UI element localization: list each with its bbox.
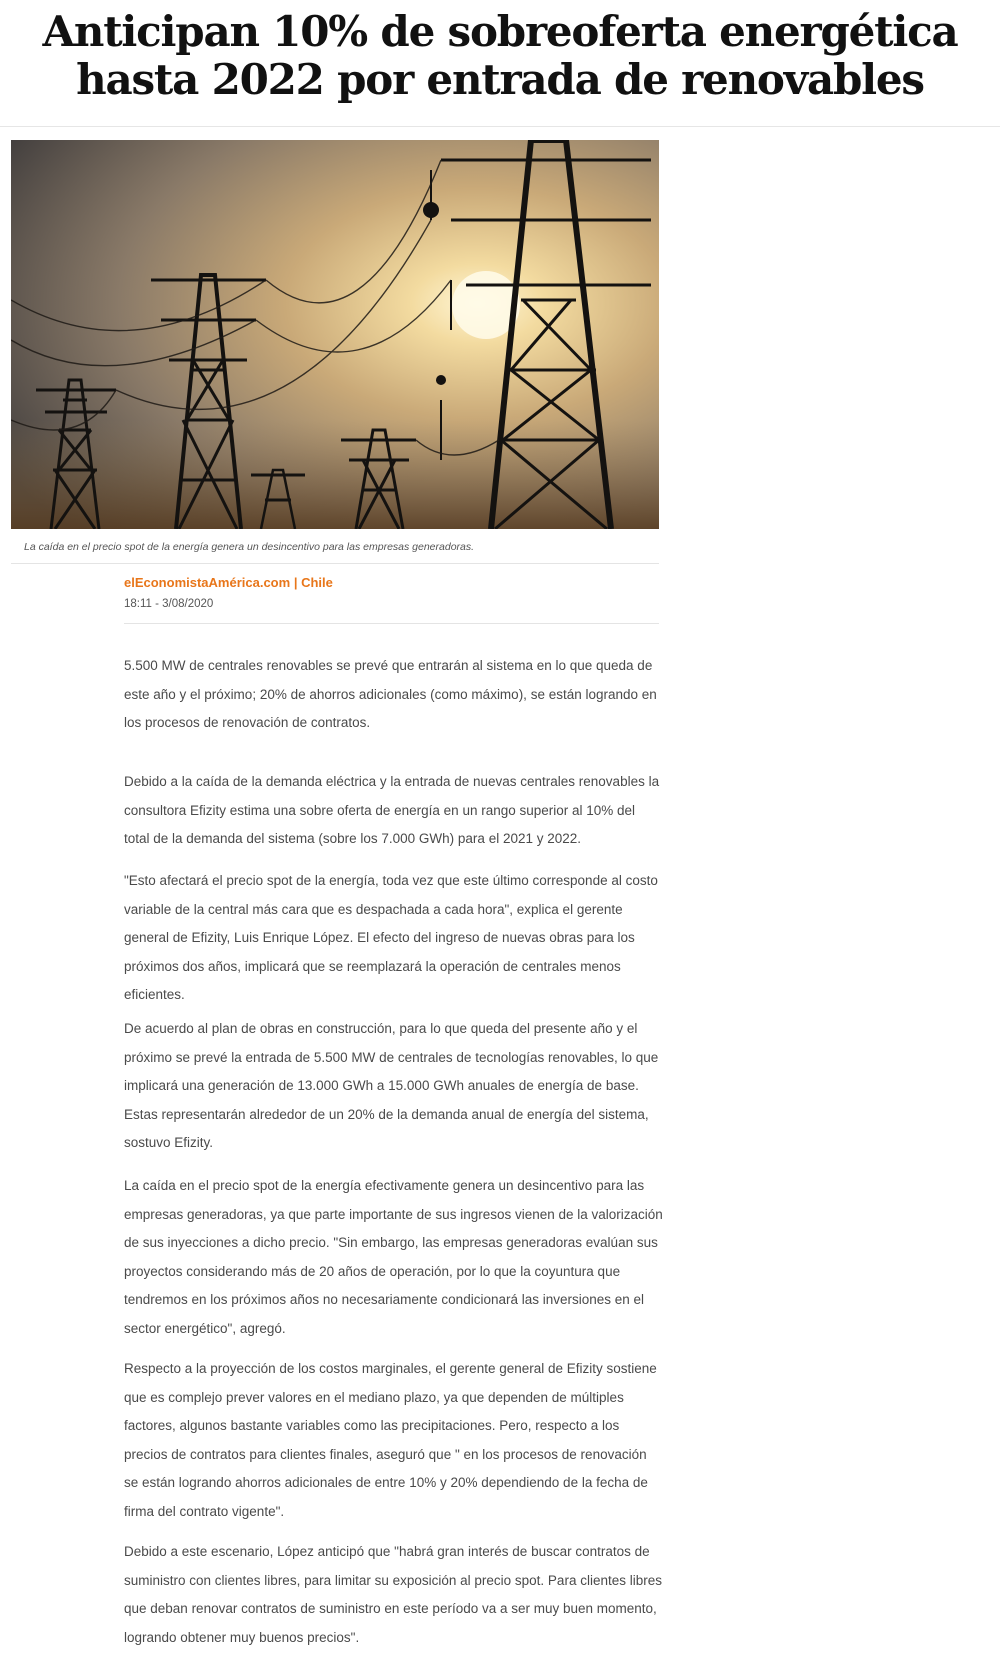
article-paragraph: De acuerdo al plan de obras en construcción, para lo que queda del presente año y el próximo se prevé la entrada de 5.500 MW de centrales de tecnologías renovables, lo que implicará una generación de 13.000 GWh a 15.000 GWh anuales de energía de base. Estas representarán alrededor de un 20% de la demanda anual de energía del sistema, sostuvo Efizity. — [124, 1021, 659, 1150]
article-paragraph: La caída en el precio spot de la energía efectivamente genera un desincentivo para las empresas generadoras, ya que parte importante de sus ingresos vienen de la valorización de sus inyecciones a dicho precio. "Sin embargo, las empresas generadoras evalúan sus proyectos considerando más de 20 años de operación, por lo que la coyuntura que tendremos en los próximos años no necesariamente condicionará las inversiones en el sector energético", agregó. — [124, 1178, 663, 1336]
byline-divider — [124, 623, 659, 624]
source-separator: | — [293, 575, 298, 590]
source-line — [124, 575, 333, 590]
article-paragraph: Debido a este escenario, López anticipó que "habrá gran interés de buscar contratos de suministro con clientes libres, para limitar su exposición al precio spot. Para clientes libres que deban renovar contratos de suministro en este período va a ser muy buen momento, logrando obtener muy buenos precios". — [124, 1544, 662, 1645]
article-paragraph: Debido a la caída de la demanda eléctrica y la entrada de nuevas centrales renovables la consultora Efizity estima una sobre oferta de energía en un rango superior al 10% del total de la demanda del sistema (sobre los 7.000 GWh) para el 2021 y 2022. — [124, 774, 660, 846]
source-outlet-link[interactable]: elEconomistaAmérica.com — [124, 575, 291, 590]
article-paragraph: 5.500 MW de centrales renovables se prevé que entrarán al sistema en lo que queda de este año y el próximo; 20% de ahorros adicionales (como máximo), se están logrando en los procesos de renovación de contratos. — [124, 658, 657, 730]
article-headline: Anticipan 10% de sobreoferta energética hasta 2022 por entrada de renovables — [42, 7, 958, 104]
image-caption: La caída en el precio spot de la energía genera un desincentivo para las empresas generadoras. — [24, 541, 475, 553]
source-region-link[interactable]: Chile — [301, 575, 333, 590]
article-hero-image — [11, 140, 659, 529]
caption-divider — [11, 563, 659, 564]
article-dateline: 18:11 - 3/08/2020 — [124, 598, 214, 610]
headline-divider — [0, 126, 1000, 127]
article-paragraph: "Esto afectará el precio spot de la energía, toda vez que este último corresponde al costo variable de la central más cara que es despachada a cada hora", explica el gerente general de Efizity, Luis Enrique López. El efecto del ingreso de nuevas obras para los próximos dos años, implicará que se reemplazará la operación de centrales menos eficientes. — [124, 873, 658, 1002]
article-paragraph: Respecto a la proyección de los costos marginales, el gerente general de Efizity sostiene que es complejo prever valores en el mediano plazo, ya que dependen de múltiples factores, algunos bastante variables como las precipitaciones. Pero, respecto a los precios de contratos para clientes finales, aseguró que " en los procesos de renovación se están logrando ahorros adicionales de entre 10% y 20% dependiendo de la fecha de firma del contrato vigente". — [124, 1361, 657, 1519]
